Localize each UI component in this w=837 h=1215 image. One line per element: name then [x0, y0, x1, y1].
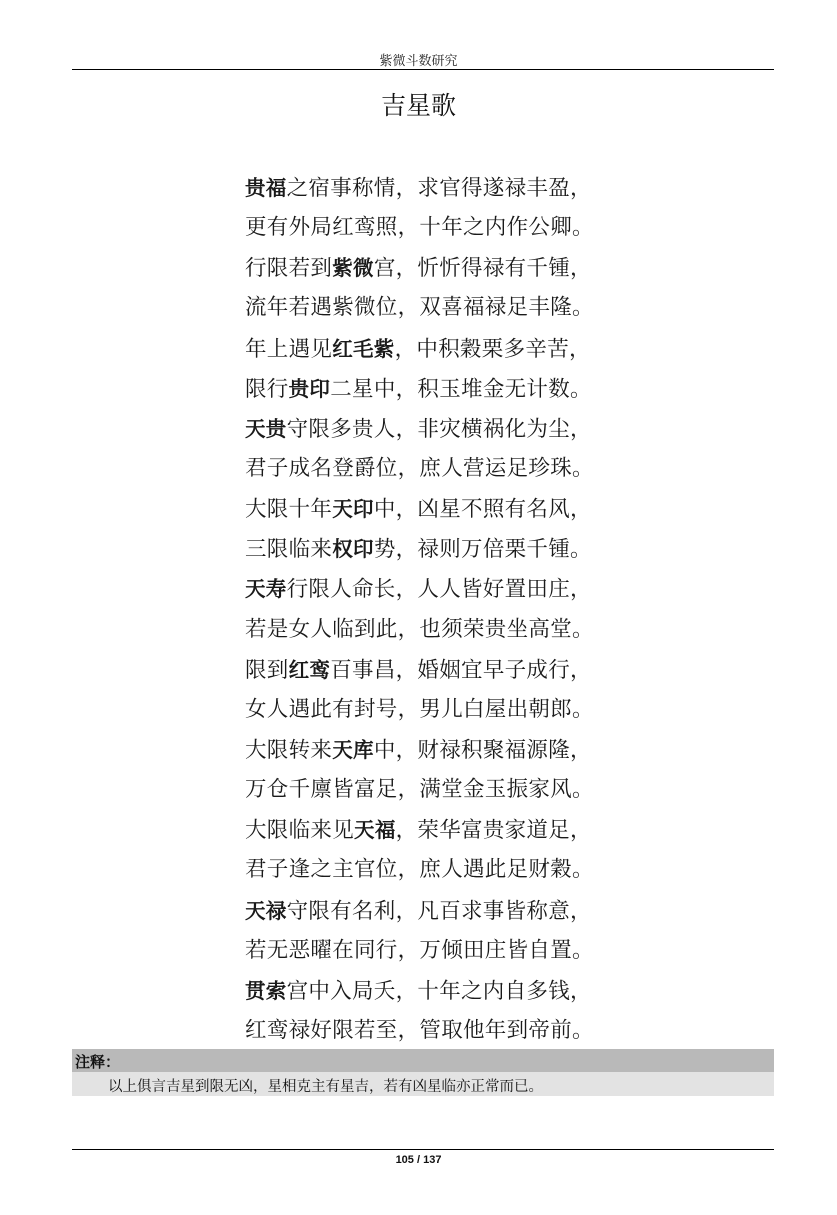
note-header-bar: [72, 1049, 774, 1072]
poem-line: [245, 1011, 665, 1051]
poem-line: [245, 569, 665, 609]
star-name: 天库: [332, 737, 374, 762]
note-label: 注释：: [75, 1053, 121, 1071]
poem-line: [245, 208, 665, 248]
poem-line: [245, 850, 665, 890]
verse-text: 若无恶曜在同行，万倾田庄皆自置。: [245, 937, 594, 963]
poem-line: [245, 770, 665, 810]
header-divider: [72, 69, 774, 70]
poem-line: [245, 288, 665, 328]
verse-text: 守限多贵人，非灾横祸化为尘，: [286, 416, 592, 442]
poem-body: [245, 168, 665, 1051]
verse-text: 宫，忻忻得禄有千锺，: [373, 256, 592, 282]
note-body-bar: [72, 1072, 774, 1096]
star-name: 天禄: [245, 898, 287, 923]
page-number: 105 / 137: [395, 1154, 442, 1166]
running-header: 紫微斗数研究: [379, 54, 458, 69]
verse-text: 限行: [245, 376, 289, 402]
poem-line: [245, 891, 665, 931]
star-name: 权印: [332, 537, 374, 562]
verse-text: 守限有名利，凡百求事皆称意，: [286, 898, 592, 924]
verse-text: 大限临来见: [245, 818, 355, 844]
poem-line: [245, 730, 665, 770]
verse-text: 万仓千廪皆富足，满堂金玉振家风。: [245, 777, 594, 803]
verse-text: 势，禄则万倍栗千锺。: [373, 537, 592, 563]
verse-text: 二星中，积玉堆金无计数。: [330, 376, 592, 402]
poem-line: [245, 931, 665, 971]
poem-line: [245, 248, 665, 288]
verse-text: 君子逢之主官位，庶人遇此足财穀。: [245, 857, 594, 883]
page-title: 吉星歌: [380, 91, 456, 120]
verse-text: 中，财禄积聚福源隆，: [373, 737, 592, 763]
verse-text: 行限人命长，人人皆好置田庄，: [286, 577, 592, 603]
poem-line: [245, 168, 665, 208]
verse-text: 若是女人临到此，也须荣贵坐高堂。: [245, 616, 594, 642]
poem-line: [245, 369, 665, 409]
star-name: 红鸾: [288, 657, 331, 682]
poem-line: [245, 489, 665, 529]
verse-text: 君子成名登爵位，庶人营运足珍珠。: [245, 455, 594, 481]
verse-text: 红鸾禄好限若至，管取他年到帝前。: [245, 1017, 594, 1043]
poem-line: [245, 810, 665, 850]
footer-divider: [72, 1149, 774, 1150]
verse-text: 宫中入局夭，十年之内自多钱，: [286, 978, 592, 1004]
star-name: 天福: [354, 818, 396, 843]
star-name: 红毛紫: [332, 336, 395, 361]
verse-text: 女人遇此有封号，男儿白屋出朝郎。: [245, 696, 594, 722]
poem-line: [245, 650, 665, 690]
poem-line: [245, 449, 665, 489]
poem-line: [245, 529, 665, 569]
verse-text: 更有外局红鸾照，十年之内作公卿。: [245, 215, 594, 241]
poem-line: [245, 409, 665, 449]
star-name: 贯索: [245, 978, 287, 1003]
star-name: 天寿: [245, 577, 287, 602]
star-name: 天贵: [245, 416, 287, 441]
verse-text: 大限转来: [245, 737, 333, 763]
verse-text: 大限十年: [245, 497, 333, 523]
poem-line: [245, 610, 665, 650]
verse-text: 限到: [245, 657, 289, 683]
poem-line: [245, 329, 665, 369]
verse-text: 中，凶星不照有名风，: [373, 497, 592, 523]
verse-text: 之宿事称情，求官得遂禄丰盈，: [286, 176, 592, 201]
note-text: 以上俱言吉星到限无凶，星相克主有星吉，若有凶星临亦正常而已。: [108, 1079, 543, 1095]
poem-line: [245, 690, 665, 730]
verse-text: 三限临来: [245, 537, 333, 563]
verse-text: 流年若遇紫微位，双喜福禄足丰隆。: [245, 295, 594, 321]
star-name: 贵印: [288, 376, 331, 401]
star-name: 贵福: [245, 176, 287, 200]
poem-line: [245, 971, 665, 1011]
star-name: 天印: [332, 497, 374, 522]
verse-text: ，荣华富贵家道足，: [395, 818, 592, 844]
verse-text: 百事昌，婚姻宜早子成行，: [330, 657, 592, 683]
verse-text: 行限若到: [245, 256, 333, 282]
verse-text: ，中积穀栗多辛苦，: [394, 336, 591, 362]
star-name: 紫微: [332, 256, 374, 281]
verse-text: 年上遇见: [245, 336, 333, 362]
